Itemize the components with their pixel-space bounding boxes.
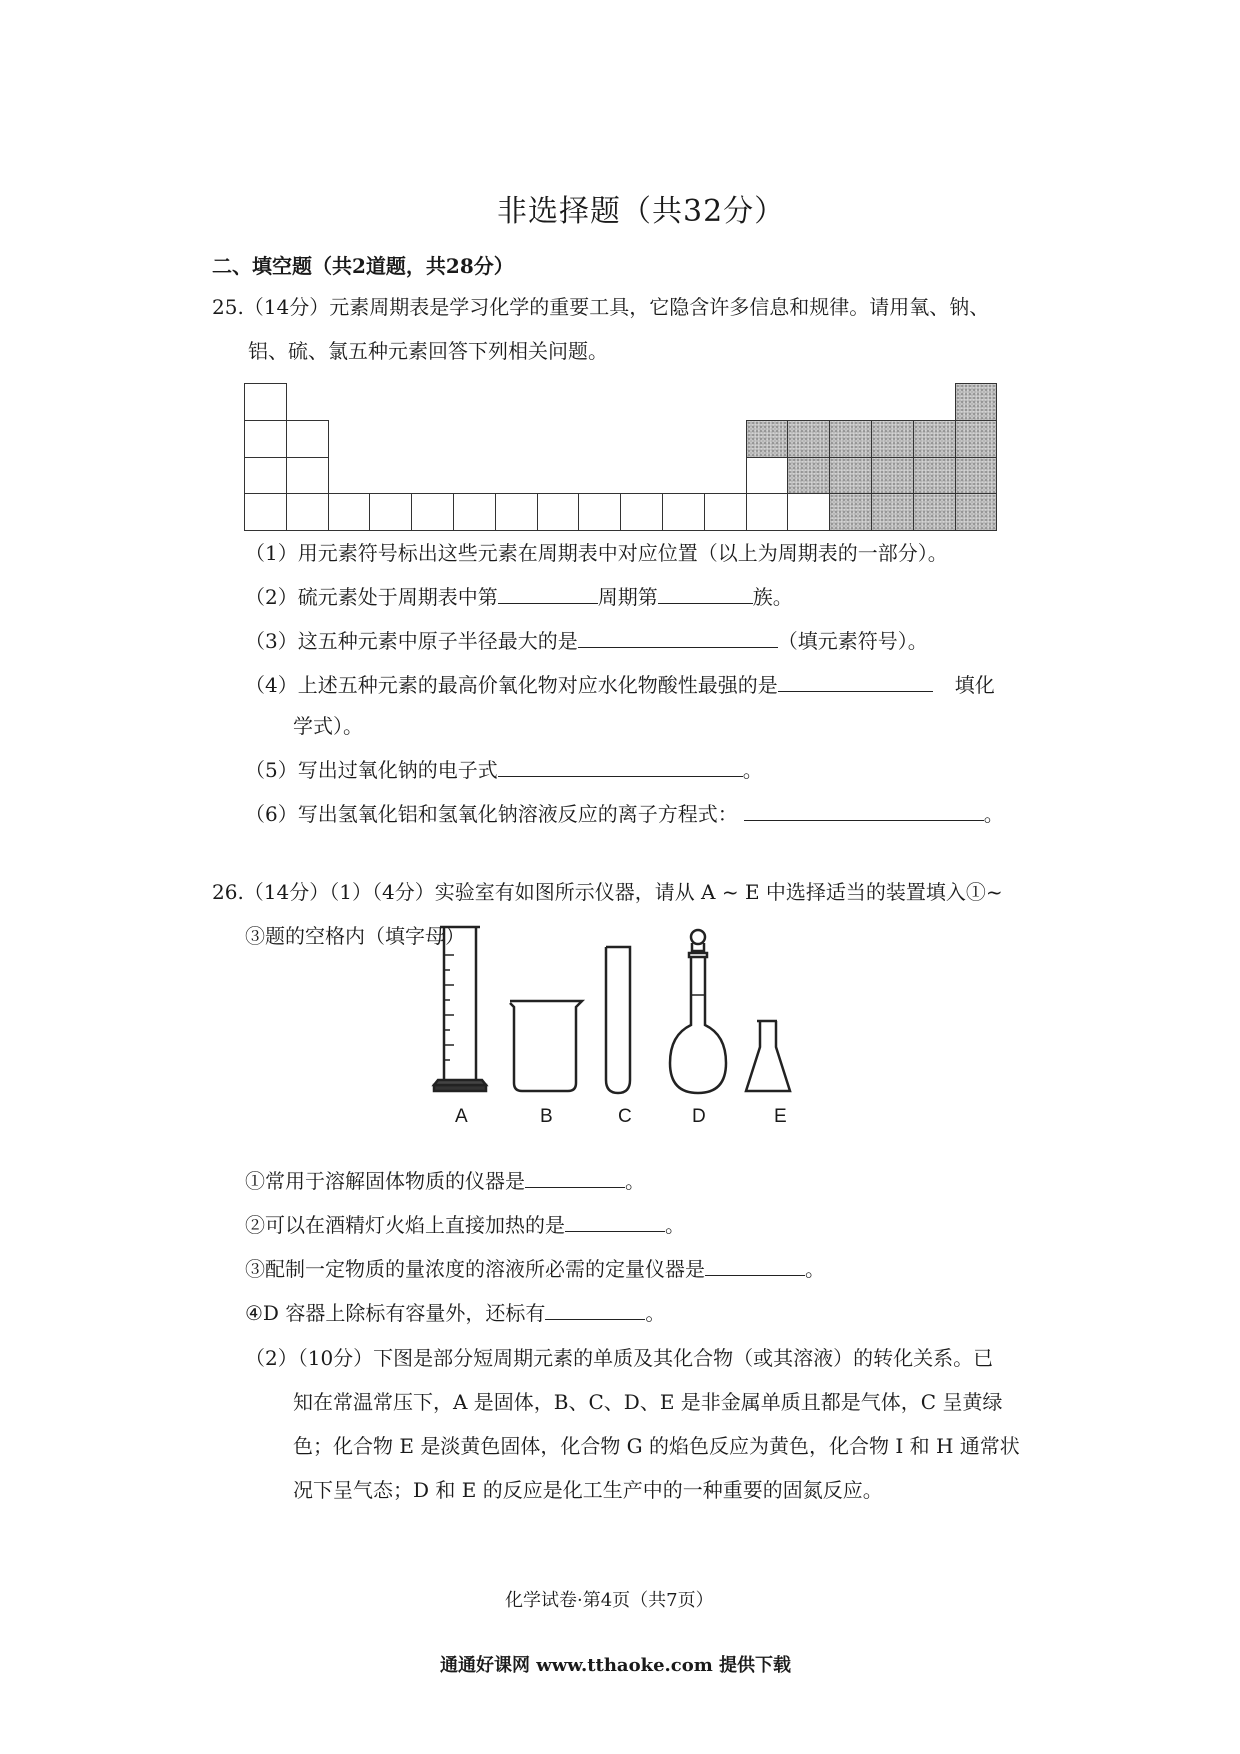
periodic-table-cell xyxy=(871,493,914,531)
electron-formula-blank[interactable] xyxy=(498,758,743,777)
periodic-table-cell xyxy=(244,383,287,421)
periodic-table-cell xyxy=(955,420,998,458)
periodic-table-cell xyxy=(829,493,872,531)
periodic-table-cell xyxy=(286,420,329,458)
beaker-b xyxy=(510,1001,582,1091)
periodic-table-cell xyxy=(537,493,580,531)
q25-sub5-text-b: 。 xyxy=(742,758,763,782)
periodic-table-cell xyxy=(495,493,538,531)
q26-stem-line1: 26.（14分）（1）（4分）实验室有如图所示仪器，请从 A ~ E 中选择适当的装置填入①~ xyxy=(212,880,1003,904)
periodic-table-cell xyxy=(328,493,371,531)
periodic-table-cell xyxy=(746,493,789,531)
q25-sub4-cont: 学式）。 xyxy=(293,714,363,738)
periodic-table-cell xyxy=(913,493,956,531)
q26-part2-line1: （2）（10分）下图是部分短周期元素的单质及其化合物（或其溶液）的转化关系。已 xyxy=(245,1346,994,1370)
q26-item3 xyxy=(245,1255,825,1283)
q26-item2-text: ②可以在酒精灯火焰上直接加热的是 xyxy=(245,1213,565,1237)
periodic-table-cell xyxy=(411,493,454,531)
periodic-table-cell xyxy=(871,420,914,458)
q25-sub6 xyxy=(245,800,1004,828)
period-answer-blank[interactable] xyxy=(498,585,598,604)
dissolve-instrument-blank[interactable] xyxy=(525,1169,625,1188)
q26-item1-end: 。 xyxy=(625,1169,645,1193)
q26-part2-line4: 况下呈气态；D 和 E 的反应是化工生产中的一种重要的固氮反应。 xyxy=(293,1478,883,1502)
q25-sub5-text-a: （5）写出过氧化钠的电子式 xyxy=(245,758,498,782)
q25-sub2 xyxy=(245,583,793,611)
apparatus-label-c: C xyxy=(618,1106,632,1127)
periodic-table-cell xyxy=(913,420,956,458)
quantitative-instrument-blank[interactable] xyxy=(705,1257,805,1276)
q25-stem-line1: 25.（14分）元素周期表是学习化学的重要工具，它隐含许多信息和规律。请用氧、钠、 xyxy=(212,295,990,319)
q25-sub3-text-a: （3）这五种元素中原子半径最大的是 xyxy=(245,629,578,653)
apparatus-label-e: E xyxy=(774,1106,787,1127)
q25-sub4-text-b: 填化 xyxy=(954,673,995,697)
periodic-table-cell xyxy=(244,493,287,531)
periodic-table-cell xyxy=(829,457,872,495)
watermark-text: 通通好课网 www.tthaoke.com 提供下载 xyxy=(440,1655,792,1676)
periodic-table-cell xyxy=(746,420,789,458)
periodic-table-cell xyxy=(829,420,872,458)
q25-sub1: （1）用元素符号标出这些元素在周期表中对应位置（以上为周期表的一部分）。 xyxy=(245,541,948,565)
q25-sub3 xyxy=(245,627,928,655)
q25-sub4 xyxy=(245,671,995,699)
periodic-table-cell xyxy=(620,493,663,531)
q25-sub3-text-b: （填元素符号）。 xyxy=(777,629,928,653)
periodic-table-cell xyxy=(286,493,329,531)
q26-stem-line2: ③题的空格内（填字母） xyxy=(245,924,465,948)
periodic-table-cell xyxy=(787,493,830,531)
graduated-cylinder-a xyxy=(434,927,486,1091)
q25-stem-line2: 铝、硫、氯五种元素回答下列相关问题。 xyxy=(248,339,608,363)
direct-heating-blank[interactable] xyxy=(565,1213,665,1232)
q26-item3-end: 。 xyxy=(805,1257,825,1281)
q26-item4 xyxy=(245,1299,665,1327)
periodic-table-cell xyxy=(369,493,412,531)
q26-item4-end: 。 xyxy=(645,1301,666,1325)
q26-item3-text: ③配制一定物质的量浓度的溶液所必需的定量仪器是 xyxy=(245,1257,705,1281)
apparatus-label-d: D xyxy=(692,1106,706,1127)
periodic-table-cell xyxy=(453,493,496,531)
test-tube-c xyxy=(606,947,630,1093)
apparatus-label-a: A xyxy=(455,1106,468,1127)
strongest-acid-blank[interactable] xyxy=(778,673,933,692)
periodic-table-cell xyxy=(871,457,914,495)
volumetric-flask-d xyxy=(670,930,726,1093)
periodic-table-cell xyxy=(286,457,329,495)
q26-item1 xyxy=(245,1167,645,1195)
section-heading: 二、填空题（共2道题，共28分） xyxy=(212,254,514,278)
q26-item1-text: ①常用于溶解固体物质的仪器是 xyxy=(245,1169,525,1193)
periodic-table-cell xyxy=(955,457,998,495)
q25-sub6-text-a: （6）写出氢氧化铝和氢氧化钠溶液反应的离子方程式： xyxy=(245,802,738,826)
periodic-table-fragment xyxy=(244,383,997,530)
periodic-table-cell xyxy=(955,493,998,531)
group-answer-blank[interactable] xyxy=(658,585,753,604)
q26-item2 xyxy=(245,1211,685,1239)
periodic-table-cell xyxy=(955,383,998,421)
periodic-table-cell xyxy=(244,420,287,458)
q25-sub2-text-a: （2）硫元素处于周期表中第 xyxy=(245,585,498,609)
apparatus-label-b: B xyxy=(540,1106,553,1127)
q25-sub4-text-a: （4）上述五种元素的最高价氧化物对应水化物酸性最强的是 xyxy=(245,673,778,697)
periodic-table-cell xyxy=(787,420,830,458)
conical-flask-e xyxy=(746,1021,790,1091)
q26-item2-end: 。 xyxy=(665,1213,685,1237)
q26-item4-text: ④D 容器上除标有容量外，还标有 xyxy=(245,1301,546,1325)
q25-sub5 xyxy=(245,756,763,784)
lab-apparatus-figure xyxy=(420,925,840,1125)
periodic-table-cell xyxy=(913,457,956,495)
q25-sub6-text-b: 。 xyxy=(983,802,1004,826)
page-footer: 化学试卷·第4页（共7页） xyxy=(505,1590,714,1611)
page-title: 非选择题（共32分） xyxy=(497,194,786,229)
periodic-table-cell xyxy=(787,457,830,495)
periodic-table-cell xyxy=(244,457,287,495)
q25-sub2-text-c: 族。 xyxy=(752,585,793,609)
q26-part2-line2: 知在常温常压下，A 是固体，B、C、D、E 是非金属单质且都是气体，C 呈黄绿 xyxy=(293,1390,1003,1414)
periodic-table-cell xyxy=(746,457,789,495)
ionic-equation-blank[interactable] xyxy=(744,802,984,821)
periodic-table-cell xyxy=(662,493,705,531)
largest-radius-blank[interactable] xyxy=(578,629,778,648)
flask-marking-blank[interactable] xyxy=(545,1301,645,1320)
periodic-table-cell xyxy=(704,493,747,531)
q26-part2-line3: 色；化合物 E 是淡黄色固体，化合物 G 的焰色反应为黄色，化合物 I 和 H 通常状 xyxy=(293,1434,1020,1458)
periodic-table-cell xyxy=(578,493,621,531)
q25-sub2-text-b: 周期第 xyxy=(597,585,658,609)
